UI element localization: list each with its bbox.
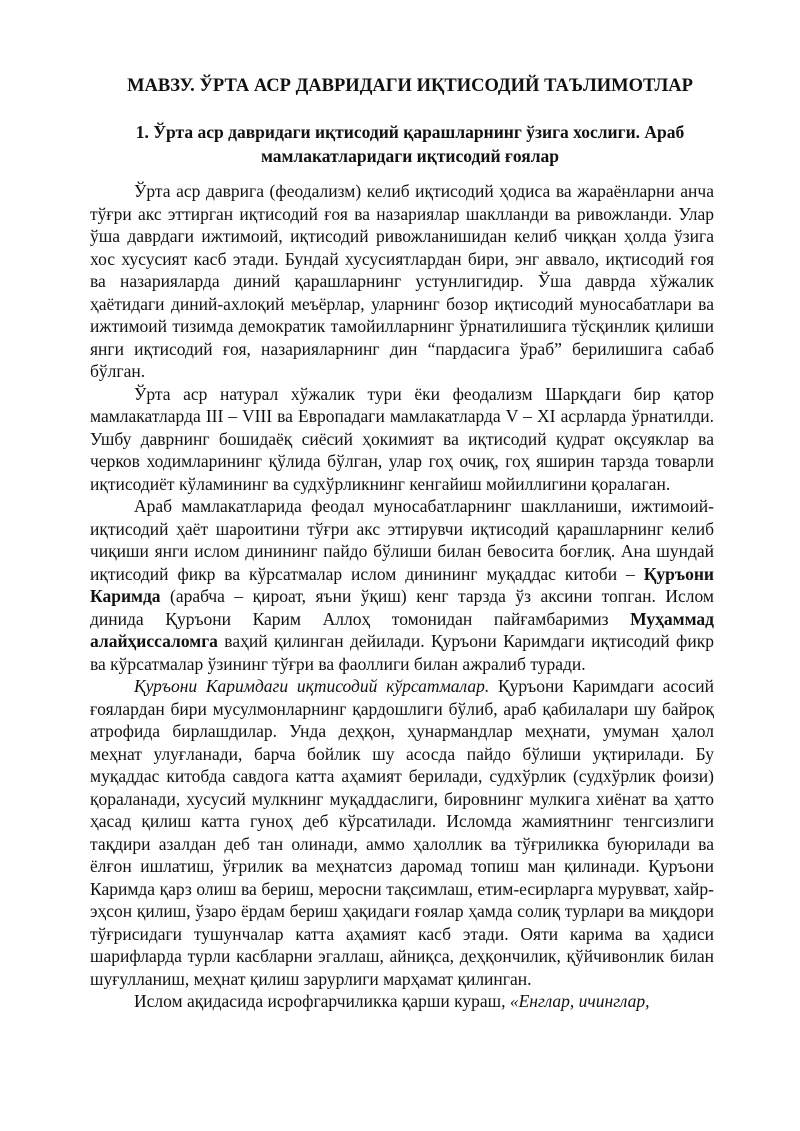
section-heading-line-1: 1. Ўрта аср давридаги иқтисодий қарашларнинг ўзига хослиги. Араб bbox=[135, 122, 685, 142]
quran-bold-term: Қуръони Каримда bbox=[90, 563, 714, 606]
section-heading-line-2: мамлакатларидаги иқтисодий ғоялар bbox=[260, 146, 560, 166]
paragraph-4-text: Қуръони Каримдаги асосий ғоялардан бири мусулмонларнинг қардошлиги бўлиб, араб қабилалари шу байроқ атрофида бирлашдилар. Унда деҳқон, ҳунармандлар меҳнати, умуман ҳалол меҳнат улуғланади, барча бойлик шу асосда пайдо бўлиши уқтирилади. Бу муқаддас китобда савдога катта аҳамият берилади, судхўрлик (судхўрлик фоизи) қораланади, хусусий мулкнинг муқаддаслиги, бировнинг мулкига хиёнат ва ҳатто ҳасад қилиш катта гуноҳ деб кўрсатилади. Исломда жамиятнинг тенгсизлиги тақдири азалдан деб тан олинади, аммо ҳалоллик ва тўғриликка буюрилади ва ёлғон ишлатиш, ўғрилик ва меҳнатсиз даромад топиш ман қилинади. Қуръони Каримда қарз олиш ва бериш, меросни тақсимлаш, етим-есирларга мурувват, хайр-эҳсон қилиш, ўзаро ёрдам бериш ҳақидаги ғоялар ҳамда солиқ турлари ва миқдори тўғрисидаги тушунчалар катта аҳамият касб этади. Ояти карима ва ҳадиси шарифларда турли касбларни эгаллаш, айниқса, деҳқончилик, қўйчивонлик билан шуғулланиш, меҳнат қилиш зарурлиги марҳамат қилинган. bbox=[90, 676, 714, 989]
paragraph-2: Ўрта аср натурал хўжалик тури ёки феодализм Шарқдаги бир қатор мамлакатларда III – VIII ва Европадаги мамлакатларда V – XI асрларда ўрнатилди. Ушбу даврнинг бошидаёқ сиёсий ҳокимият ва иқтисодий қудрат оқсуяклар ва черков ходимларининг қўлида бўлган, улар гоҳ очиқ, гоҳ яширин тарзда товарли иқтисодиёт кўламининг ва судхўрликнинг кенгайиш мойиллигини қоралаган. bbox=[90, 383, 714, 494]
section-heading bbox=[90, 120, 730, 168]
paragraph-3-text-3: ваҳий қилинган дейилади. Қуръони Каримдаги иқтисодий фикр ва кўрсатмалар ўзининг тўғри ва фаоллиги билан ажралиб туради. bbox=[90, 631, 714, 674]
paragraph-3 bbox=[90, 495, 714, 675]
paragraph-4-italic-heading: Қуръони Каримдаги иқтисодий кўрсатмалар. bbox=[134, 676, 490, 696]
page-title: МАВЗУ. ЎРТА АСР ДАВРИДАГИ ИҚТИСОДИЙ ТАЪЛИМОТЛАР bbox=[127, 76, 693, 96]
paragraph-3-text-1: Араб мамлакатларида феодал муносабатларнинг шаклланиши, ижтимоий-иқтисодий ҳаёт шароитини тўғри акс эттирувчи иқтисодий қарашларнинг келиб чиқиши янги ислом динининг пайдо бўлиши билан бевосита боғлиқ. Ана шундай иқтисодий фикр ва кўрсатмалар ислом динининг муқаддас китоби – bbox=[90, 496, 714, 584]
paragraph-1: Ўрта аср даврига (феодализм) келиб иқтисодий ҳодиса ва жараёнларни анча тўғри акс эттирган иқтисодий ғоя ва назариялар шаклланди ва ривожланди. Улар ўша даврдаги ижтимоий, иқтисодий ривожланишидан келиб чиққан ҳолда ўзига хос хусусият касб этади. Бундай хусусиятлардан бири, энг аввало, иқтисодий ғоя ва назарияларда диний қарашларнинг устунлигидир. Ўша даврда хўжалик ҳаётидаги диний-ахлоқий меъёрлар, уларнинг бозор иқтисодий муносабатлари ва ижтимоий тизимда демократик тамойилларнинг ўрнатилишига тўсқинлик қилиши янги иқтисодий ғоя, назарияларнинг дин “пардасига ўраб” берилишига сабаб бўлган. bbox=[90, 181, 714, 381]
paragraph-4 bbox=[90, 675, 714, 990]
paragraph-5-text: Ислом ақидасида исрофгарчиликка қарши кураш, bbox=[134, 991, 510, 1011]
paragraph-3-text-2: (арабча – қироат, яъни ўқиш) кенг тарзда ўз аксини топган. Ислом динида Қуръони Карим Аллоҳ томонидан пайғамбаримиз bbox=[90, 586, 714, 629]
paragraph-5 bbox=[90, 990, 714, 1013]
document-body bbox=[90, 180, 714, 1013]
paragraph-5-italic-quote: «Енглар, ичинглар, bbox=[509, 991, 650, 1011]
prophet-bold-term: Муҳаммад алайҳиссаломга bbox=[90, 608, 714, 651]
